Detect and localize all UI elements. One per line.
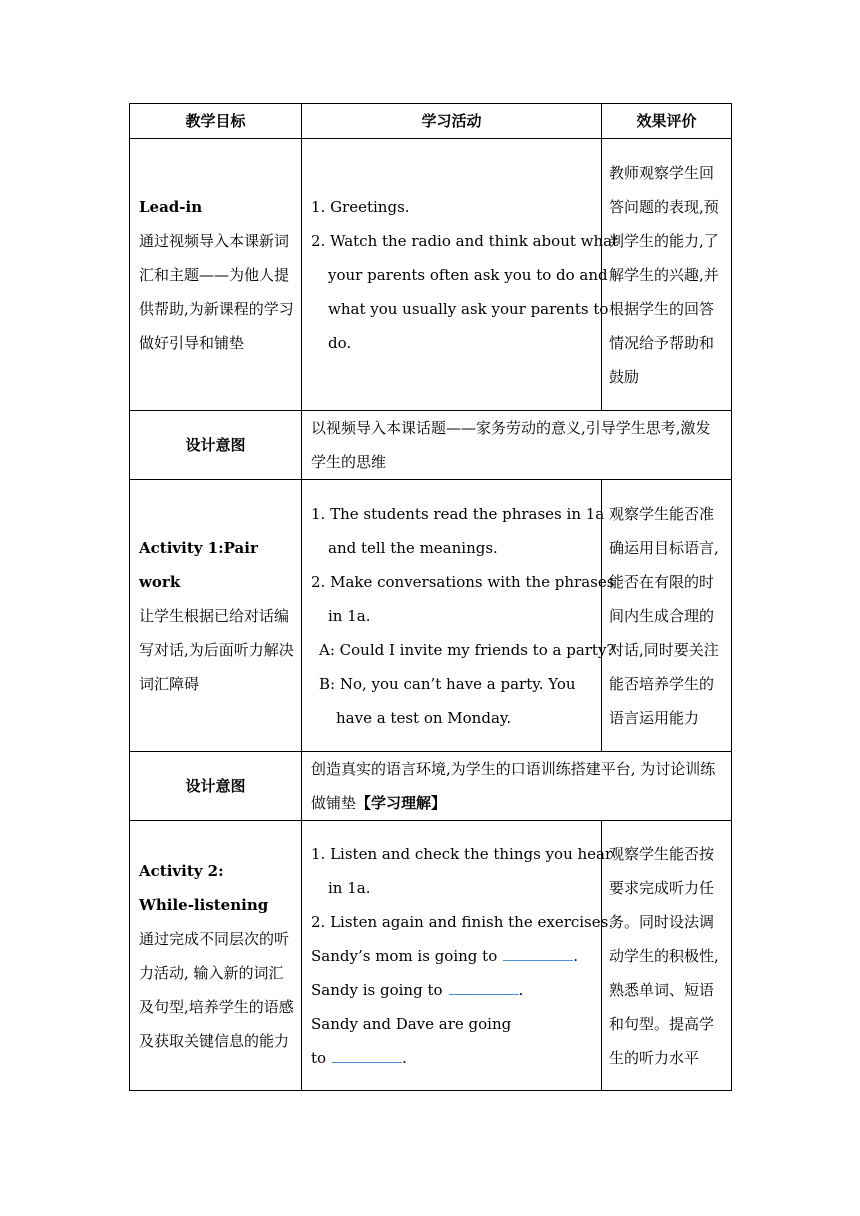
goal-title: Lead-in	[139, 197, 203, 216]
activity-line: A: Could I invite my friends to a party?	[319, 640, 615, 659]
goal-title: Activity 2:	[139, 861, 224, 880]
header-effect-evaluation: 效果评价	[602, 104, 732, 139]
fill-blank-line: Sandy’s mom is going to .	[311, 939, 595, 973]
design-label: 设计意图	[130, 411, 302, 480]
table-row-activity-1	[130, 480, 732, 752]
fill-blank-line: to .	[311, 1041, 595, 1075]
activity-line: B: No, you can’t have a party. You	[319, 674, 576, 693]
goal-text: 通过完成不同层次的听力活动, 输入新的词汇及句型,培养学生的语感及获取关键信息的能力	[139, 929, 294, 1050]
activity-line: have a test on Monday.	[336, 708, 512, 727]
design-tag: 【学习理解】	[356, 794, 447, 812]
activity-line: in 1a.	[328, 878, 371, 897]
answer-blank[interactable]	[503, 944, 573, 961]
table-header-row	[130, 104, 732, 139]
activity-line: 1. The students read the phrases in 1a	[311, 504, 605, 523]
fill-blank-prompt: Sandy’s mom is going to	[311, 946, 498, 965]
goal-cell	[130, 139, 302, 411]
activity-cell	[302, 821, 614, 1091]
design-label: 设计意图	[130, 752, 302, 821]
header-learning-activity: 学习活动	[302, 104, 602, 139]
design-text: 以视频导入本课话题——家务劳动的意义,引导学生思考,激发学生的思维	[302, 411, 732, 480]
table-row-activity-2	[130, 821, 732, 1091]
header-teaching-goal: 教学目标	[130, 104, 302, 139]
activity-cell	[302, 480, 615, 752]
table-row-design-2	[130, 752, 732, 821]
activity-line: and tell the meanings.	[328, 538, 498, 557]
answer-blank[interactable]	[332, 1046, 402, 1063]
fill-blank-prompt: Sandy is going to	[311, 980, 443, 999]
activity-line: what you usually ask your parents to	[328, 299, 609, 318]
evaluation-cell: 教师观察学生回答问题的表现,预判学生的能力,了解学生的兴趣,并根据学生的回答情况给予帮助和鼓励	[602, 139, 732, 411]
evaluation-cell: 观察学生能否准确运用目标语言,能否在有限的时间内生成合理的对话,同时要关注能否培养学生的语言运用能力	[602, 480, 732, 752]
fill-blank-line: Sandy is going to .	[311, 973, 595, 1007]
table-row-lead-in	[130, 139, 732, 411]
activity-line: your parents often ask you to do and	[328, 265, 608, 284]
goal-title: Activity 1:Pair work	[139, 538, 258, 591]
goal-cell	[130, 480, 302, 752]
answer-blank[interactable]	[449, 978, 519, 995]
activity-line: 2. Watch the radio and think about what	[311, 231, 619, 250]
design-text-cell	[302, 752, 732, 821]
goal-subtitle: While-listening	[139, 895, 269, 914]
activity-cell	[302, 139, 619, 411]
activity-line: 2. Make conversations with the phrases	[311, 572, 615, 591]
goal-text: 让学生根据已给对话编写对话,为后面听力解决词汇障碍	[139, 606, 294, 693]
design-text: 创造真实的语言环境,为学生的口语训练搭建平台, 为讨论训练做铺垫	[311, 760, 716, 812]
activity-line: 1. Listen and check the things you hear	[311, 844, 613, 863]
fill-blank-prompt: to	[311, 1048, 327, 1067]
activity-line: 1. Greetings.	[311, 197, 410, 216]
activity-line: do.	[328, 333, 352, 352]
table-row-design-1	[130, 411, 732, 480]
activity-line: in 1a.	[328, 606, 371, 625]
goal-text: 通过视频导入本课新词汇和主题——为他人提供帮助,为新课程的学习做好引导和铺垫	[139, 231, 294, 352]
evaluation-cell: 观察学生能否按要求完成听力任务。同时设法调动学生的积极性,熟悉单词、短语和句型。提高学生的听力水平	[602, 821, 732, 1091]
activity-line: Sandy and Dave are going	[311, 1014, 512, 1033]
activity-line: 2. Listen again and finish the exercises.	[311, 912, 614, 931]
goal-cell	[130, 821, 302, 1091]
lesson-plan-table	[129, 103, 732, 1091]
